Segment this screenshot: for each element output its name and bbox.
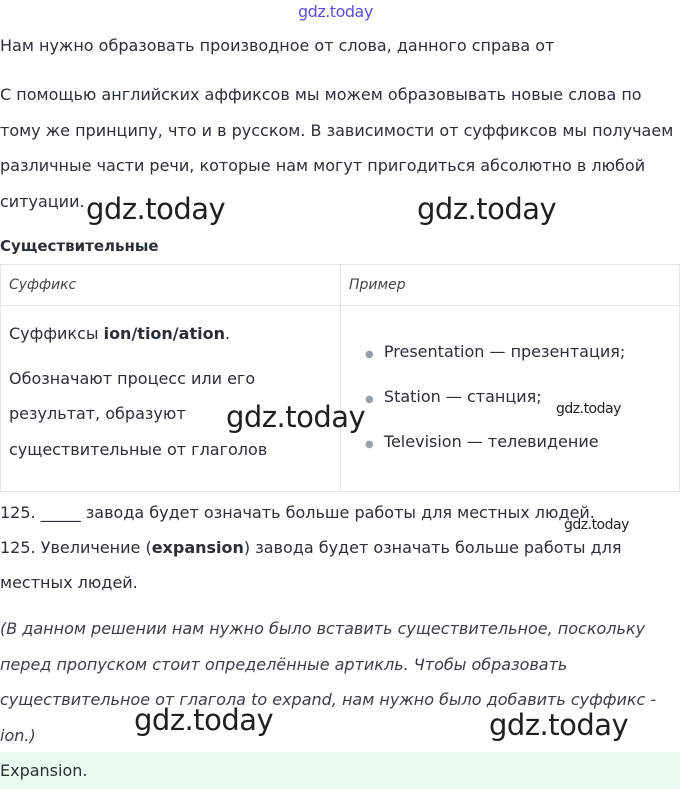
- suffix-table: [0, 264, 680, 492]
- watermark: gdz.today: [86, 192, 226, 226]
- example-item: ● Television — телевидение: [365, 432, 599, 451]
- watermark: gdz.today: [564, 517, 629, 533]
- intro-line-4: ситуации.: [0, 192, 85, 211]
- table-cell-suffix: [1, 306, 341, 492]
- table-header-suffix: Суффикс: [1, 265, 341, 306]
- final-answer-box: [0, 752, 680, 789]
- suffix-heading: Суффиксы ion/tion/ation.: [9, 324, 231, 343]
- intro-line-2: тому же принципу, что и в русском. В зависимости от суффиксов мы получаем: [0, 121, 674, 140]
- watermark-top: gdz.today: [298, 2, 373, 21]
- watermark: gdz.today: [417, 192, 557, 226]
- suffix-desc-2: результат, образуют: [9, 404, 186, 423]
- table-header-example: Пример: [341, 265, 680, 306]
- explanation-line-3: существительное от глагола to expand, нам нужно было добавить суффикс -: [0, 690, 657, 709]
- bullet-icon: ●: [365, 349, 374, 360]
- explanation-line-2: перед пропуском стоит определённые артикль. Чтобы образовать: [0, 655, 568, 674]
- bullet-icon: ●: [365, 439, 374, 450]
- suffix-desc-3: существительные от глаголов: [9, 440, 268, 459]
- exercise-answer-line-2: местных людей.: [0, 573, 138, 592]
- table-cell-examples: [341, 306, 680, 492]
- explanation-line-1: (В данном решении нам нужно было вставить существительное, поскольку: [0, 619, 646, 638]
- example-item: ● Station — станция;: [365, 387, 542, 406]
- exercise-question: 125. _____ завода будет означать больше работы для местных людей.: [0, 503, 595, 522]
- suffix-desc-1: Обозначают процесс или его: [9, 369, 256, 388]
- watermark: gdz.today: [226, 400, 366, 434]
- watermark: gdz.today: [134, 703, 274, 737]
- intro-line-3: различные части речи, которые нам могут пригодиться абсолютно в любой: [0, 156, 646, 175]
- example-item: ● Presentation — презентация;: [365, 342, 626, 361]
- exercise-answer: 125. Увеличение (expansion) завода будет означать больше работы для: [0, 538, 622, 557]
- intro-line-1: С помощью английских аффиксов мы можем образовывать новые слова по: [0, 85, 642, 104]
- watermark: gdz.today: [489, 708, 629, 742]
- bullet-icon: ●: [365, 394, 374, 405]
- explanation-line-4: ion.): [0, 726, 36, 745]
- section-title: Существительные: [0, 237, 159, 255]
- task-text: Нам нужно образовать производное от слова, данного справа от: [0, 36, 555, 55]
- final-answer-text: Expansion.: [0, 761, 88, 780]
- watermark: gdz.today: [556, 401, 621, 417]
